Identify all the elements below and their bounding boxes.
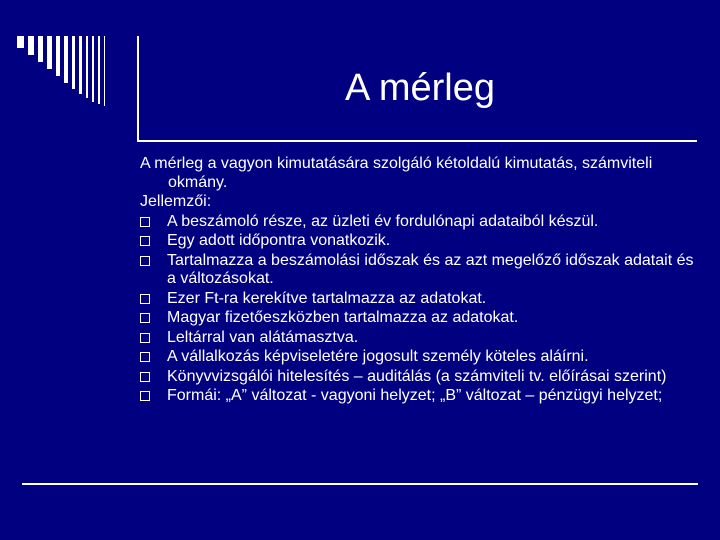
hollow-square-icon [140,391,150,401]
list-item-text: A vállalkozás képviseletére jogosult személy köteles aláírni. [167,348,589,365]
footer-rule [22,483,698,485]
list-item [140,290,700,309]
list-item-text: Formái: „A” változat - vagyoni helyzet; „B” változat – pénzügyi helyzet; [167,387,663,404]
list-item [140,213,700,232]
decorative-stripes [17,36,137,106]
title-vertical-rule [137,36,139,142]
list-item [140,309,700,328]
list-item [140,329,700,348]
list-item-text: Leltárral van alátámasztva. [167,328,359,346]
list-item [140,232,700,251]
hollow-square-icon [140,236,150,246]
list-item-text: Ezer Ft-ra kerekítve tartalmazza az adatokat. [167,289,487,307]
list-item [140,368,700,387]
list-item-text: Tartalmazza a beszámolási időszak és az azt megelőző időszak adatait és a változásokat. [167,251,694,287]
hollow-square-icon [140,313,150,323]
bullet-list [140,213,700,406]
intro-text: A mérleg a vagyon kimutatására szolgáló kétoldalú kimutatás, számviteli okmány. [140,155,653,191]
list-item-text: Magyar fizetőeszközben tartalmazza az adatokat. [167,309,519,326]
list-item [140,252,700,289]
list-item-text: A beszámoló része, az üzleti év fordulónapi adataiból készül. [167,212,599,230]
list-item-text: Egy adott időpontra vonatkozik. [167,232,391,249]
list-item [140,387,700,406]
hollow-square-icon [140,256,150,266]
hollow-square-icon [140,333,150,343]
list-item-text: Könyvvizsgálói hitelesítés – auditálás (a számviteli tv. előírásai szerint) [167,367,667,385]
hollow-square-icon [140,352,150,362]
slide-body [140,155,700,407]
slide-title: A mérleg [345,67,495,109]
subheading: Jellemzői: [140,193,212,210]
hollow-square-icon [140,294,150,304]
title-horizontal-rule [137,140,697,142]
list-item [140,348,700,367]
hollow-square-icon [140,217,150,227]
hollow-square-icon [140,372,150,382]
